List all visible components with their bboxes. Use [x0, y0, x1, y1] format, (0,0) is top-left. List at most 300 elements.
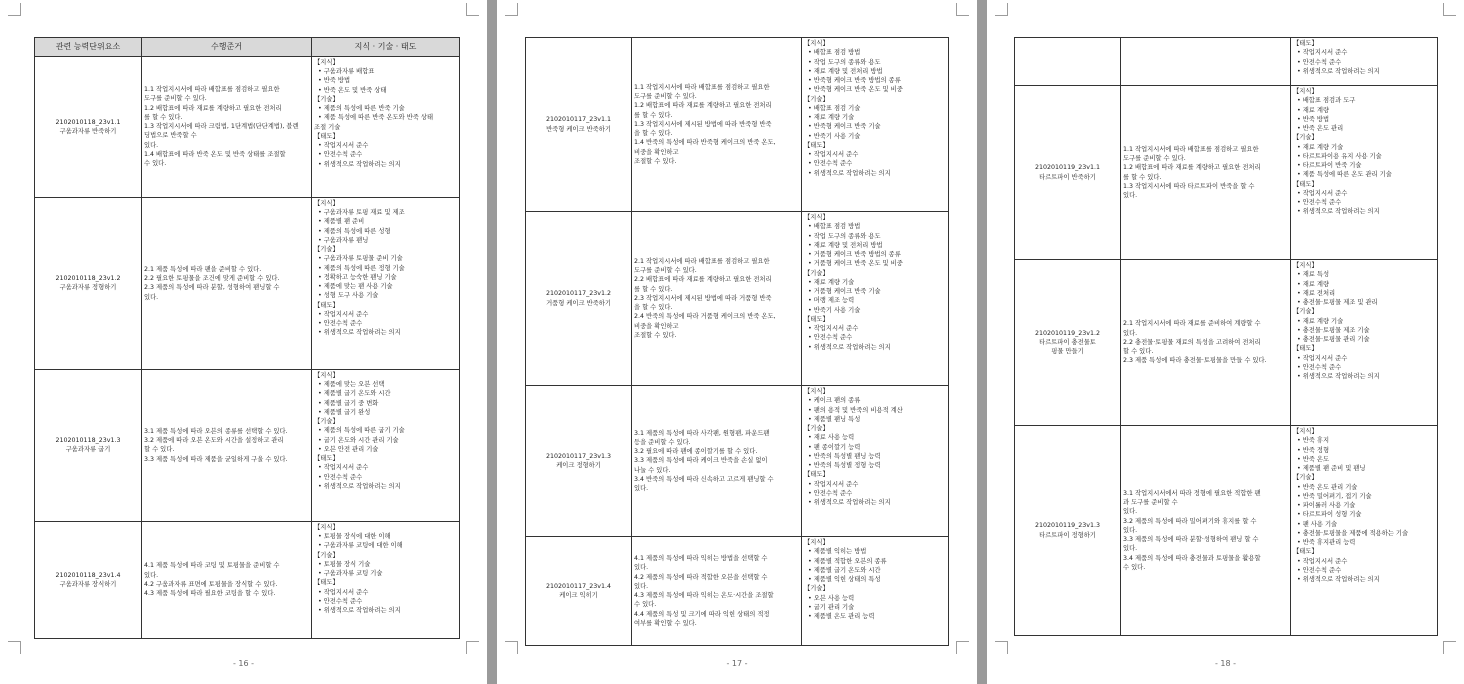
text-line: 구움과자류 굽기	[65, 446, 111, 454]
text-line: • 위생적으로 작업하려는 의지	[1297, 373, 1380, 380]
text-line: 2.1 작업지시서에 따라 배합표를 점검하고 필요한	[634, 257, 770, 265]
text-line: 2102010117_23v1.2	[546, 290, 611, 298]
text-line: • 작업지시서 준수	[318, 588, 369, 596]
crop-mark	[995, 641, 1008, 654]
text-line: 【지식】	[1293, 262, 1318, 269]
text-line: • 제품에 맞는 오븐 선택	[318, 381, 385, 388]
header-criteria: 수행준거	[142, 38, 312, 57]
text-line: 를 할 수 있다.	[634, 285, 673, 293]
text-line: 수 있다.	[1123, 563, 1146, 571]
text-line: 【태도】	[1293, 548, 1318, 556]
text-line: 를 할 수 있다.	[1123, 173, 1162, 181]
text-line: 2102010118_23v1.1	[55, 118, 121, 126]
criteria-cell	[1121, 86, 1291, 260]
text-line: 조절할 수 있다.	[634, 331, 677, 339]
text-line: • 구움과자류 팬닝	[318, 236, 369, 244]
criteria-cell	[632, 38, 802, 212]
text-line: 【태도】	[804, 315, 829, 323]
text-line: • 작업지시서 준수	[318, 464, 369, 472]
text-line: 2.2 필요한 토핑물을 조건에 맞게 준비할 수 있다.	[144, 275, 280, 282]
page-number: - 17 -	[726, 659, 748, 668]
text-line: • 재료 사용 능력	[808, 434, 855, 442]
text-line: 구움과자류 장식하기	[59, 580, 117, 588]
criteria-cell	[1121, 260, 1291, 426]
criteria-cell	[1121, 38, 1291, 86]
text-line: • 머랭 제조 능력	[808, 297, 855, 305]
unit-cell	[526, 38, 632, 212]
table-row	[526, 38, 949, 212]
text-line: 도구를 준비할 수 있다.	[634, 267, 697, 275]
text-line: • 위생적으로 작업하려는 의지	[1297, 576, 1380, 583]
text-line: • 재료 계량 및 전처리 방법	[808, 67, 883, 75]
text-line: 【지식】	[804, 40, 829, 47]
text-line: • 위생적으로 작업하려는 의지	[1297, 208, 1380, 216]
text-line: 조절 기술	[314, 123, 341, 131]
text-line: • 구움과자류 토핑물 준비 기술	[318, 255, 403, 263]
crop-mark	[956, 3, 969, 16]
text-line: • 위생적으로 작업하려는 의지	[808, 343, 891, 351]
text-line: • 재료 계량 및 전처리 방법	[808, 241, 883, 249]
text-line: 2102010117_23v1.1	[546, 116, 611, 124]
text-line: • 작업지시서 준수	[808, 151, 859, 158]
text-line: 【지식】	[804, 214, 829, 221]
text-line: • 반죽기 사용 기술	[808, 132, 861, 140]
text-line: • 재료 계량	[1297, 106, 1330, 114]
crop-mark	[8, 3, 21, 16]
text-line: 있다.	[1123, 526, 1138, 534]
text-line: • 배합표 점검 방법	[808, 49, 861, 57]
unit-cell	[1015, 426, 1121, 636]
text-line: • 재료 전처리	[1297, 289, 1336, 297]
text-line: 【지식】	[314, 371, 339, 379]
criteria-cell	[142, 197, 312, 369]
table-row	[35, 197, 460, 369]
text-line: 【지식】	[1293, 88, 1318, 95]
crop-mark	[505, 3, 518, 16]
unit-cell	[35, 521, 142, 638]
text-line: • 배합표 점검 방법	[808, 223, 861, 231]
text-line: • 제품별 굽기 온도와 시간	[318, 390, 391, 398]
text-line: 3.1 제품의 특성에 따라 사각팬, 원형팬, 파운드팬	[634, 429, 770, 437]
text-line: 케이크 정형하기	[556, 462, 601, 469]
unit-cell	[35, 197, 142, 369]
text-line: 3.1 작업지시서에서 따라 정형에 필요한 적합한 팬	[1123, 489, 1261, 497]
criteria-cell	[142, 521, 312, 638]
header-ksa: 지식 · 기술 · 태도	[312, 38, 460, 57]
text-line: • 작업지시서 준수	[808, 480, 859, 488]
crop-mark	[8, 641, 21, 654]
text-line: 1.2 배합표에 따라 재료를 계량하고 필요한 전처리	[144, 104, 282, 112]
text-line: 【태도】	[314, 579, 339, 587]
text-line: 【기술】	[804, 585, 829, 593]
text-line: 3.4 반죽의 특성에 따라 신속하고 고르게 팬닝할 수	[634, 475, 774, 483]
text-line: • 오븐 사용 능력	[808, 594, 855, 602]
text-line: • 안전수칙 준수	[808, 160, 853, 168]
text-line: 반죽형 케이크 반죽하기	[546, 125, 611, 133]
text-line: 딩법으로 반죽할 수	[144, 132, 197, 140]
text-line: • 오븐 안전 관리 기술	[318, 445, 379, 453]
text-line: 2.1 제품 특성에 따라 팬을 준비할 수 있다.	[144, 265, 262, 273]
text-line: • 토핑물 장식 기술	[318, 560, 371, 568]
text-line: • 반죽의 특성별 팬닝 능력	[808, 452, 881, 460]
text-line: • 반죽기 사용 기술	[808, 306, 861, 314]
text-line: 있다.	[1123, 545, 1138, 553]
text-line: 【기술】	[314, 551, 339, 559]
text-line: 구움과자류 정형하기	[59, 284, 117, 292]
text-line: • 작업지시서 준수	[1297, 49, 1348, 57]
crop-mark	[1443, 3, 1456, 16]
ksa-cell	[312, 369, 460, 521]
text-line: • 구움과자류 코팅에 대한 이해	[318, 542, 403, 550]
text-line: 있다.	[1123, 192, 1138, 199]
text-line: 1.4 배합표에 따라 반죽 온도 및 반죽 상태를 조절할	[144, 150, 286, 158]
crop-mark	[505, 641, 518, 654]
text-line: 있다.	[634, 582, 649, 590]
text-line: 구움과자류 반죽하기	[59, 127, 117, 135]
text-line: • 제품별 온도 관리 능력	[808, 613, 875, 620]
text-line: • 제품별 굽기 중 변화	[318, 399, 379, 407]
text-line: • 제품별 적합한 오븐의 종류	[808, 557, 887, 565]
text-line: • 제품에 맞는 팬 사용 기술	[318, 283, 393, 290]
text-line: 【태도】	[314, 301, 339, 309]
text-line: 【태도】	[804, 471, 829, 479]
text-line: • 반죽 온도 관리 기술	[1297, 483, 1358, 491]
text-line: • 재료 계량 기술	[1297, 143, 1344, 151]
text-line: 4.3 제품 특성에 따라 필요한 코팅을 할 수 있다.	[144, 590, 276, 597]
text-line: 있다.	[634, 564, 649, 572]
text-line: • 제품별 익힌 상태의 특성	[808, 576, 881, 583]
text-line: 【기술】	[314, 418, 339, 425]
ksa-cell	[312, 521, 460, 638]
text-line: 2102010118_23v1.3	[55, 437, 121, 444]
text-line: 도구를 준비할 수 있다.	[144, 95, 207, 103]
text-line: • 반죽 방법	[318, 77, 351, 85]
text-line: 과 도구를 준비할 수	[1123, 499, 1178, 507]
criteria-cell	[1121, 426, 1291, 636]
text-line: • 반죽형 케이크 반죽 방법의 종류	[808, 77, 901, 84]
text-line: • 반죽 온도 및 반죽 상태	[318, 86, 387, 94]
text-line: 【지식】	[314, 523, 339, 531]
text-line: • 반죽 정형	[1297, 446, 1330, 454]
text-line: 있다.	[1123, 508, 1138, 516]
text-line: • 반죽 방법	[1297, 115, 1330, 123]
text-line: • 안전수칙 준수	[808, 489, 853, 497]
text-line: • 작업지시서 준수	[318, 142, 369, 149]
text-line: 【지식】	[314, 58, 339, 66]
document-page-18	[987, 0, 1464, 684]
text-line: • 제품별 팬 준비 및 팬닝	[1297, 465, 1366, 472]
text-line: 3.3 제품 특성에 따라 제품을 균일하게 구울 수 있다.	[144, 455, 288, 463]
text-line: • 작업지시서 준수	[1297, 354, 1348, 362]
text-line: 【지식】	[804, 539, 829, 546]
unit-cell	[1015, 38, 1121, 86]
text-line: • 반죽의 특성별 정형 능력	[808, 462, 881, 469]
text-line: • 팬 사용 기술	[1297, 520, 1338, 528]
text-line: • 성형 도구 사용 기술	[318, 292, 379, 300]
text-line: 타르트파이 정형하기	[1039, 531, 1096, 539]
text-line: • 배합표 점검 기술	[808, 104, 861, 112]
text-line: • 충전물·토핑물 제조 및 관리	[1297, 299, 1378, 306]
text-line: 1.2 배합표에 따라 재료를 계량하고 필요한 전처리	[634, 102, 772, 110]
text-line: 을 할 수 있다.	[634, 304, 673, 312]
text-line: • 팬 종이깔기 능력	[808, 443, 861, 451]
text-line: 2.3 작업지시서에 제시된 방법에 따라 거품형 반죽	[634, 294, 772, 302]
text-line: 비중을 확인하고	[634, 322, 679, 330]
text-line: • 파이롤러 사용 기술	[1297, 502, 1356, 509]
text-line: 【태도】	[804, 141, 829, 149]
text-line: 있다.	[634, 485, 649, 493]
text-line: 2102010117_23v1.3	[546, 452, 611, 460]
text-line: • 충전물·토핑물 관리 기술	[1297, 336, 1370, 343]
ksa-cell	[312, 56, 460, 197]
text-line: • 반죽 온도	[1297, 455, 1330, 463]
document-page-17	[497, 0, 977, 684]
table-row	[1015, 426, 1438, 636]
competency-table	[525, 37, 949, 646]
text-line: 【기술】	[804, 425, 829, 432]
table-row	[35, 56, 460, 197]
ksa-cell	[802, 386, 949, 537]
text-line: 【태도】	[1293, 345, 1318, 353]
text-line: 【기술】	[314, 95, 339, 103]
unit-cell	[35, 56, 142, 197]
text-line: 등을 준비할 수 있다.	[634, 438, 691, 446]
text-line: • 재료 계량	[1297, 280, 1330, 288]
table-row	[1015, 86, 1438, 260]
text-line: 【태도】	[1293, 40, 1318, 47]
text-line: • 제품별 굽기 완성	[318, 408, 371, 416]
text-line: 수 있다.	[634, 601, 657, 609]
ksa-cell	[1291, 426, 1438, 636]
text-line: 2.1 작업지시서에 따라 재료를 준비하여 계량할 수	[1123, 320, 1261, 328]
table-row	[526, 386, 949, 537]
text-line: • 반죽 휴지관리 능력	[1297, 539, 1356, 546]
text-line: • 타르트파이 성형 기술	[1297, 511, 1362, 519]
text-line: 1.1 작업지시서에 따라 배합표를 점검하고 필요한	[1123, 145, 1259, 153]
text-line: 4.2 제품의 특성에 따라 적합한 오븐을 선택할 수	[634, 573, 768, 581]
table-row	[526, 212, 949, 386]
text-line: 나눌 수 있다.	[634, 466, 671, 474]
text-line: • 재료 계량 기술	[808, 278, 855, 286]
text-line: 4.1 제품의 특성에 따라 익히는 방법을 선택할 수	[634, 555, 768, 562]
text-line: • 재료 계량 기술	[1297, 317, 1344, 325]
table-row	[35, 521, 460, 638]
text-line: 【기술】	[804, 95, 829, 103]
text-line: 를 할 수 있다.	[144, 113, 183, 121]
text-line: 4.2 구움과자류 표면에 토핑물을 장식할 수 있다.	[144, 580, 278, 588]
text-line: • 반죽 휴지	[1297, 437, 1330, 445]
text-line: • 팬의 용적 및 반죽의 비용적 계산	[808, 406, 903, 414]
text-line: • 안전수칙 준수	[1297, 199, 1342, 206]
text-line: • 위생적으로 작업하려는 의지	[808, 499, 891, 506]
text-line: 【태도】	[314, 455, 339, 462]
text-line: • 위생적으로 작업하려는 의지	[318, 482, 401, 490]
text-line: 2.4 반죽의 특성에 따라 거품형 케이크의 반죽 온도,	[634, 313, 776, 321]
ksa-cell	[802, 537, 949, 646]
text-line: • 구움과자류 배합표	[318, 68, 375, 75]
table-row	[526, 537, 949, 646]
text-line: • 작업 도구의 종류와 용도	[808, 232, 881, 240]
unit-cell	[1015, 86, 1121, 260]
page-number: - 16 -	[232, 659, 255, 668]
text-line: 할 수 있다.	[1123, 348, 1154, 356]
text-line: 【태도】	[1293, 180, 1318, 188]
text-line: • 배합표 점검과 도구	[1297, 97, 1356, 105]
document-page-16	[0, 0, 487, 684]
ksa-cell	[1291, 86, 1438, 260]
text-line: • 반죽 밀어펴기, 접기 기술	[1297, 492, 1372, 500]
text-line: • 재료 특성	[1297, 271, 1330, 279]
text-line: • 작업지시서 준수	[1297, 557, 1348, 565]
text-line: 2102010119_23v1.2	[1035, 329, 1100, 337]
table-row	[1015, 260, 1438, 426]
text-line: 을 할 수 있다.	[634, 130, 673, 138]
text-line: 있다.	[1123, 329, 1138, 337]
text-line: 4.4 제품의 특성 및 크기에 따라 익힌 상태의 적정	[634, 610, 770, 618]
text-line: 【기술】	[314, 246, 339, 253]
unit-cell	[1015, 260, 1121, 426]
text-line: • 제품별 굽기 온도와 시간	[808, 566, 881, 574]
text-line: • 타르트파이용 유지 사용 기술	[1297, 152, 1382, 160]
text-line: • 제품별 팬닝 특성	[808, 415, 861, 423]
text-line: 있다.	[144, 571, 159, 579]
text-line: 비중을 확인하고	[634, 148, 679, 156]
text-line: 【기술】	[1293, 474, 1318, 482]
criteria-cell	[632, 212, 802, 386]
text-line: • 위생적으로 작업하려는 의지	[318, 160, 401, 168]
criteria-cell	[142, 56, 312, 197]
text-line: 수 있다.	[144, 160, 167, 168]
text-line: 1.4 반죽의 특성에 따라 반죽형 케이크의 반죽 온도,	[634, 139, 776, 147]
text-line: 1.3 작업지시서에 제시된 방법에 따라 반죽형 반죽	[634, 120, 772, 128]
text-line: • 위생적으로 작업하려는 의지	[318, 607, 401, 614]
text-line: 2102010118_23v1.4	[55, 571, 121, 579]
unit-cell	[526, 537, 632, 646]
text-line: 있다.	[144, 293, 159, 301]
text-line: 를 할 수 있다.	[634, 111, 673, 119]
text-line: 【지식】	[1293, 428, 1318, 435]
crop-mark	[466, 641, 479, 654]
text-line: 3.1 제품 특성에 따라 오븐의 종류를 선택할 수 있다.	[144, 427, 288, 435]
unit-cell	[35, 369, 142, 521]
text-line: 도구를 준비할 수 있다.	[634, 93, 697, 101]
text-line: • 안전수칙 준수	[318, 473, 363, 481]
text-line: • 타르트파이 반죽 기술	[1297, 162, 1362, 169]
text-line: 타르트파이 반죽하기	[1039, 173, 1096, 181]
text-line: 【지식】	[804, 388, 829, 395]
text-line: • 제품의 특성에 따른 굽기 기술	[318, 427, 405, 435]
text-line: • 안전수칙 준수	[1297, 363, 1342, 371]
text-line: • 안전수칙 준수	[318, 151, 363, 159]
text-line: 2102010119_23v1.3	[1035, 522, 1100, 530]
ksa-cell	[802, 38, 949, 212]
text-line: • 충전물·토핑물을 제품에 적용하는 기술	[1297, 529, 1409, 537]
table-row	[35, 369, 460, 521]
criteria-cell	[632, 386, 802, 537]
text-line: 3.2 필요에 따라 팬에 종이깔기를 할 수 있다.	[634, 448, 758, 456]
text-line: 4.1 제품 특성에 따라 코팅 및 토핑물을 준비할 수	[144, 562, 280, 570]
unit-cell	[526, 386, 632, 537]
text-line: • 반죽형 케이크 반죽 온도 및 비중	[808, 86, 903, 94]
text-line: 3.3 제품의 특성에 따라 분할·성형하여 팬닝 할 수	[1123, 536, 1259, 544]
text-line: 【태도】	[314, 132, 339, 140]
text-line: • 위생적으로 작업하려는 의지	[318, 329, 401, 337]
text-line: • 제품의 특성에 따른 정형 기술	[318, 264, 405, 272]
competency-table	[34, 37, 460, 639]
criteria-cell	[142, 369, 312, 521]
text-line: • 재료 계량 기술	[808, 114, 855, 121]
text-line: 2.2 충전물·토핑물 재료의 특성을 고려하여 전처리	[1123, 338, 1261, 346]
text-line: 【기술】	[804, 269, 829, 277]
ksa-cell	[1291, 260, 1438, 426]
text-line: 【지식】	[314, 199, 339, 207]
text-line: 2.3 제품 특성에 따라 충전물·토핑물을 만들 수 있다.	[1123, 357, 1267, 365]
text-line: • 거품형 케이크 반죽 방법의 종류	[808, 251, 901, 258]
text-line: 2.3 제품의 특성에 따라 분할, 성형하여 팬닝할 수	[144, 284, 280, 292]
text-line: 1.3 작업지시서에 따라 타르트파이 반죽을 할 수	[1123, 182, 1255, 190]
text-line: • 케이크 팬의 종류	[808, 397, 861, 405]
text-line: • 작업 도구의 종류와 용도	[808, 58, 881, 66]
text-line: • 충전물·토핑물 제조 기술	[1297, 326, 1370, 334]
text-line: • 정확하고 능숙한 팬닝 기술	[318, 273, 397, 281]
text-line: • 안전수칙 준수	[318, 597, 363, 605]
crop-mark	[956, 641, 969, 654]
text-line: 할 수 있다.	[144, 446, 175, 454]
text-line: • 제품 특성에 따른 온도 관리 기술	[1297, 171, 1392, 179]
text-line: 3.2 제품에 따라 오븐 온도와 시간을 설정하고 관리	[144, 437, 284, 444]
text-line: • 반죽 온도 관리	[1297, 125, 1344, 132]
text-line: • 구움과자류 토핑 재료 및 제조	[318, 209, 405, 216]
text-line: 2102010119_23v1.1	[1035, 164, 1100, 172]
text-line: • 제품 특성에 따른 반죽 온도와 반죽 상태	[318, 114, 434, 122]
text-line: 【기술】	[1293, 308, 1318, 316]
text-line: • 안전수칙 준수	[1297, 566, 1342, 574]
text-line: • 구움과자류 코팅 기술	[318, 570, 383, 577]
text-line: • 토핑물 장식에 대한 이해	[318, 533, 391, 540]
text-line: • 굽기 온도와 시간 관리 기술	[318, 436, 399, 444]
text-line: • 안전수칙 준수	[808, 334, 853, 342]
text-line: • 작업지시서 준수	[1297, 189, 1348, 197]
text-line: 거품형 케이크 반죽하기	[546, 299, 611, 307]
text-line: 핑물 만들기	[1051, 348, 1084, 356]
crop-mark	[466, 3, 479, 16]
text-line: 1.1 작업지시서에 따라 배합표를 점검하고 필요한	[634, 83, 770, 91]
crop-mark	[995, 3, 1008, 16]
text-line: 여부를 확인할 수 있다.	[634, 619, 697, 627]
text-line: 4.3 제품의 특성에 따라 익히는 온도·시간을 조절할	[634, 592, 774, 599]
text-line: • 반죽형 케이크 반죽 기술	[808, 123, 881, 131]
unit-cell	[526, 212, 632, 386]
text-line: • 제품의 특성에 따른 성형	[318, 227, 391, 235]
table-row	[1015, 38, 1438, 86]
text-line: • 작업지시서 준수	[318, 310, 369, 318]
ksa-cell	[802, 212, 949, 386]
page-number: - 18 -	[1214, 659, 1237, 668]
text-line: • 거품형 케이크 반죽 기술	[808, 288, 881, 295]
text-line: • 거품형 케이크 반죽 온도 및 비중	[808, 260, 903, 268]
text-line: 1.3 작업지시서에 따라 크림법, 1단계법(단단계법), 블렌	[144, 123, 299, 131]
text-line: • 제품의 특성에 따른 반죽 기술	[318, 105, 405, 112]
criteria-cell	[632, 537, 802, 646]
text-line: 2.2 배합표에 따라 재료를 계량하고 필요한 전처리	[634, 276, 772, 284]
text-line: 【기술】	[1293, 134, 1318, 142]
crop-mark	[1443, 641, 1456, 654]
text-line: 도구를 준비할 수 있다.	[1123, 155, 1186, 162]
text-line: • 제품별 팬 준비	[318, 218, 365, 226]
ksa-cell	[1291, 38, 1438, 86]
text-line: 1.2 배합표에 따라 재료를 계량하고 필요한 전처리	[1123, 164, 1261, 172]
text-line: 2102010118_23v1.2	[55, 275, 121, 282]
